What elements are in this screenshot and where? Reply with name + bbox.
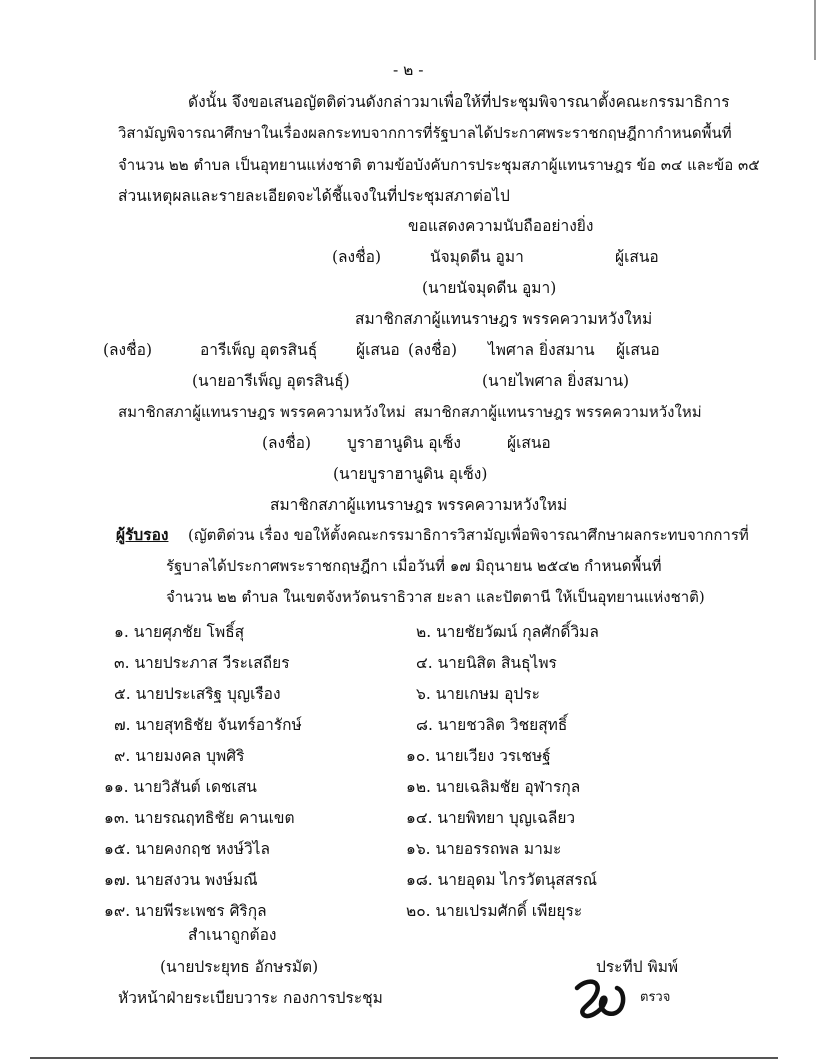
paragraph-line-4: ส่วนเหตุผลและรายละเอียดจะได้ชี้แจงในที่ประชุมสภาต่อไป	[118, 187, 510, 205]
endorser-item: ๑๓. นายรณฤทธิชัย คานเขต	[104, 809, 295, 827]
proposer-signature: นัจมุดดีน อูมา	[430, 248, 524, 266]
endorser-item: ๑๑. นายวิสันต์ เดชเสน	[104, 778, 257, 796]
proposer-full-name: (นายอารีเพ็ญ อุตรสินธุ์)	[192, 372, 350, 390]
endorsers-topic-line-2: รัฐบาลได้ประกาศพระราชกฤษฎีกา เมื่อวันที่ ๑๗ มิถุนายน ๒๕๔๒ กำหนดพื้นที่	[166, 557, 662, 575]
endorser-item: ๗. นายสุทธิชัย จันทร์อารักษ์	[114, 716, 302, 734]
sign-label: (ลงชื่อ)	[408, 341, 457, 359]
proposer-full-name: (นายนัจมุดดีน อูมา)	[422, 279, 557, 297]
endorser-item: ๑. นายศุภชัย โพธิ์สุ	[114, 623, 245, 641]
sign-label: (ลงชื่อ)	[332, 248, 381, 266]
endorser-item: ๒. นายชัยวัฒน์ กุลศักดิ์วิมล	[416, 623, 599, 641]
certified-copy-label: สำเนาถูกต้อง	[188, 926, 277, 944]
page-number: - ๒ -	[393, 61, 424, 79]
proposer-member-title: สมาชิกสภาผู้แทนราษฎร พรรคความหวังใหม่	[270, 496, 568, 514]
endorser-item: ๑๗. นายสงวน พงษ์มณี	[104, 871, 258, 889]
proposer-signature: บูราฮานูดิน อุเซ็ง	[347, 434, 461, 452]
endorser-item: ๑๘. นายอุดม ไกรวัตนุสสรณ์	[406, 871, 598, 889]
endorser-item: ๑๖. นายอรรถพล มามะ	[406, 840, 562, 858]
proposer-label: ผู้เสนอ	[356, 341, 400, 359]
proposer-signature: อารีเพ็ญ อุตรสินธุ์	[200, 341, 318, 359]
typist-name: ประทีป พิมพ์	[596, 958, 679, 976]
proposer-member-title: สมาชิกสภาผู้แทนราษฎร พรรคความหวังใหม่	[118, 403, 406, 421]
endorser-item: ๙. นายมงคล บุพศิริ	[114, 747, 245, 765]
footer-rule	[30, 1057, 778, 1059]
endorser-item: ๖. นายเกษม อุประ	[416, 685, 540, 703]
paragraph-line-1: ดังนั้น จึงขอเสนอญัตติด่วนดังกล่าวมาเพื่อให้ที่ประชุมพิจารณาตั้งคณะกรรมาธิการ	[188, 93, 730, 111]
endorsers-topic-line-3: จำนวน ๒๒ ตำบล ในเขตจังหวัดนราธิวาส ยะลา และปัตตานี ให้เป็นอุทยานแห่งชาติ)	[166, 588, 705, 606]
sign-label: (ลงชื่อ)	[103, 341, 152, 359]
proposer-member-title: สมาชิกสภาผู้แทนราษฎร พรรคความหวังใหม่	[414, 403, 702, 421]
endorser-item: ๓. นายประภาส วีระเสถียร	[114, 654, 290, 672]
endorsers-label: ผู้รับรอง	[116, 525, 169, 544]
checker-label: ตรวจ	[640, 990, 671, 1005]
endorser-item: ๑๒. นายเฉลิมชัย อุฬารกุล	[406, 778, 581, 796]
endorsers-topic-line-1: (ญัตติด่วน เรื่อง ขอให้ตั้งคณะกรรมาธิการวิสามัญเพื่อพิจารณาศึกษาผลกระทบจากการที่	[188, 526, 749, 544]
proposer-full-name: (นายไพศาล ยิ่งสมาน)	[482, 372, 630, 390]
sign-label: (ลงชื่อ)	[262, 434, 311, 452]
certifier-name: (นายประยุทธ อักษรมัต)	[160, 958, 319, 976]
proposer-full-name: (นายบูราฮานูดิน อุเซ็ง)	[333, 465, 488, 483]
endorser-item: ๑๔. นายพิทยา บุญเฉลียว	[406, 809, 576, 827]
proposer-signature: ไพศาล ยิ่งสมาน	[488, 341, 595, 359]
paragraph-line-3: จำนวน ๒๒ ตำบล เป็นอุทยานแห่งชาติ ตามข้อบังคับการประชุมสภาผู้แทนราษฎร ข้อ ๓๔ และข้อ ๓๕	[118, 156, 760, 174]
proposer-member-title: สมาชิกสภาผู้แทนราษฎร พรรคความหวังใหม่	[355, 310, 653, 328]
endorser-item: ๕. นายประเสริฐ บุญเรือง	[114, 685, 281, 703]
endorser-item: ๔. นายนิสิต สินธุไพร	[416, 654, 557, 672]
endorser-item: ๒๐. นายเปรมศักดิ์ เพียยุระ	[406, 902, 583, 920]
endorser-item: ๑๐. นายเวียง วรเชษฐ์	[406, 747, 551, 765]
proposer-label: ผู้เสนอ	[616, 341, 660, 359]
closing-salutation: ขอแสดงความนับถืออย่างยิ่ง	[408, 217, 594, 235]
endorser-item: ๑๕. นายคงกฤช หงษ์วิไล	[104, 840, 270, 858]
endorser-item: ๑๙. นายพีระเพชร ศิริกุล	[104, 902, 267, 920]
endorser-item: ๘. นายชวลิต วิชยสุทธิ์	[416, 716, 568, 734]
proposer-label: ผู้เสนอ	[615, 248, 659, 266]
certifier-position: หัวหน้าฝ่ายระเบียบวาระ กองการประชุม	[118, 989, 383, 1007]
proposer-label: ผู้เสนอ	[507, 434, 551, 452]
checker-signature-mark	[571, 974, 641, 1022]
paragraph-line-2: วิสามัญพิจารณาศึกษาในเรื่องผลกระทบจากการที่รัฐบาลได้ประกาศพระราชกฤษฎีกากำหนดพื้นที่	[118, 124, 732, 142]
